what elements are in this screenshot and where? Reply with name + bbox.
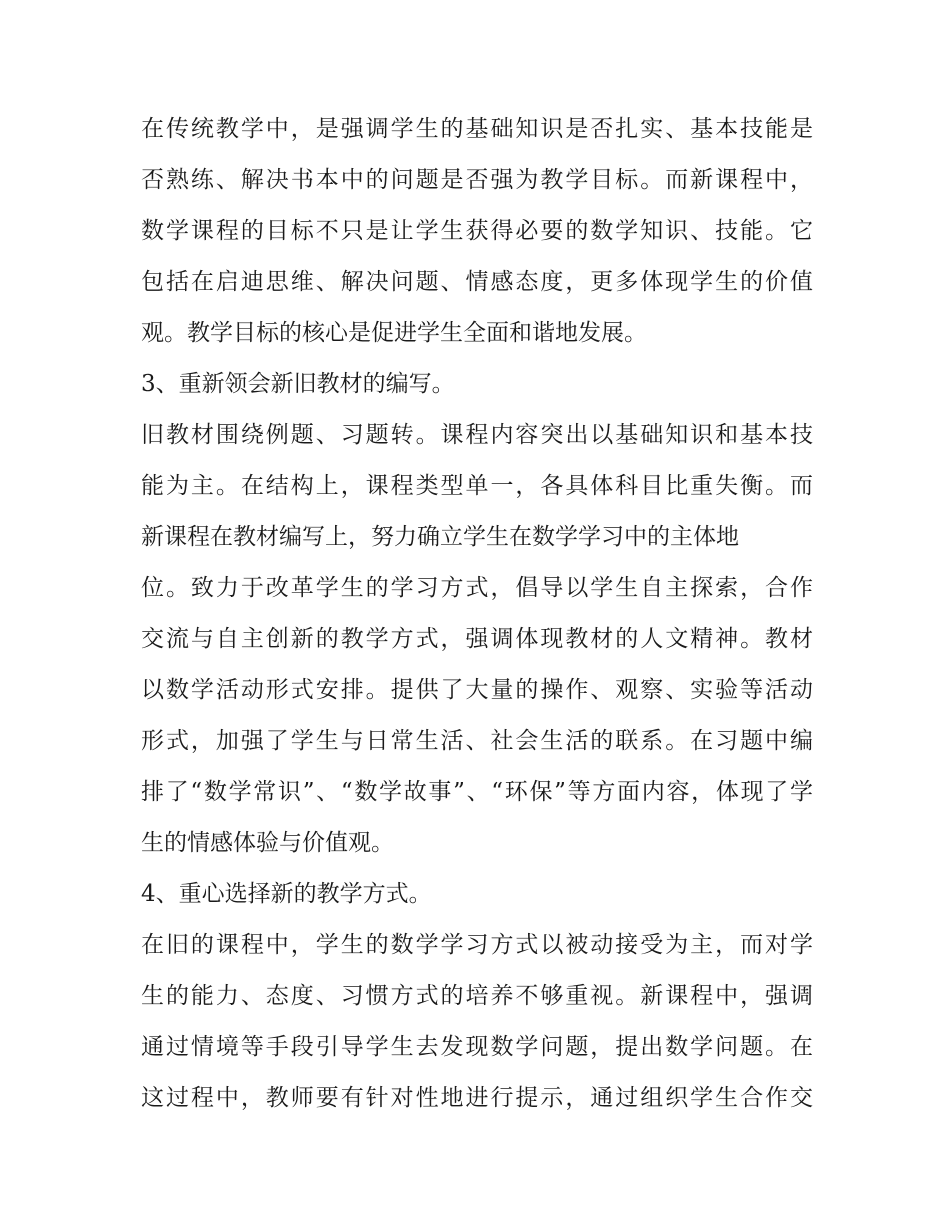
text-line: 包括在启迪思维、解决问题、情感态度，更多体现学生的价值 xyxy=(141,269,813,295)
text-line: 否熟练、解决书本中的问题是否强为教学目标。而新课程中， xyxy=(141,167,813,193)
paragraph-2 xyxy=(141,410,813,869)
text-line: 新课程在教材编写上，努力确立学生在数学学习中的主体地 xyxy=(141,524,739,550)
text-line: 数学课程的目标不只是让学生获得必要的数学知识、技能。它 xyxy=(141,218,813,244)
text-line: 旧教材围绕例题、习题转。课程内容突出以基础知识和基本技 xyxy=(141,422,813,448)
paragraph-3 xyxy=(141,920,813,1124)
document-body xyxy=(141,104,813,1124)
section-heading-3 xyxy=(141,359,813,410)
text-line: 以数学活动形式安排。提供了大量的操作、观察、实验等活动 xyxy=(141,677,813,703)
section-heading-4 xyxy=(141,869,813,920)
text-line: 观。教学目标的核心是促进学生全面和谐地发展。 xyxy=(141,320,647,346)
text-line: 通过情境等手段引导学生去发现数学问题，提出数学问题。在 xyxy=(141,1034,813,1060)
paragraph-1 xyxy=(141,104,813,359)
text-line: 这过程中，教师要有针对性地进行提示，通过组织学生合作交 xyxy=(141,1085,813,1111)
text-line: 生的能力、态度、习惯方式的培养不够重视。新课程中，强调 xyxy=(141,983,813,1009)
heading-text: 3、重新领会新旧教材的编写。 xyxy=(141,371,455,397)
text-line: 在旧的课程中，学生的数学学习方式以被动接受为主，而对学 xyxy=(141,932,813,958)
text-line: 交流与自主创新的教学方式，强调体现教材的人文精神。教材 xyxy=(141,626,813,652)
text-line: 生的情感体验与价值观。 xyxy=(141,830,394,856)
text-line: 形式，加强了学生与日常生活、社会生活的联系。在习题中编 xyxy=(141,728,813,754)
text-line: 在传统教学中，是强调学生的基础知识是否扎实、基本技能是 xyxy=(141,116,813,142)
text-line: 能为主。在结构上，课程类型单一，各具体科目比重失衡。而 xyxy=(141,473,813,499)
heading-text: 4、重心选择新的教学方式。 xyxy=(141,881,432,907)
text-line: 位。致力于改革学生的学习方式，倡导以学生自主探索，合作 xyxy=(141,575,813,601)
text-line: 排了“数学常识”、“数学故事”、“环保”等方面内容，体现了学 xyxy=(141,779,813,805)
